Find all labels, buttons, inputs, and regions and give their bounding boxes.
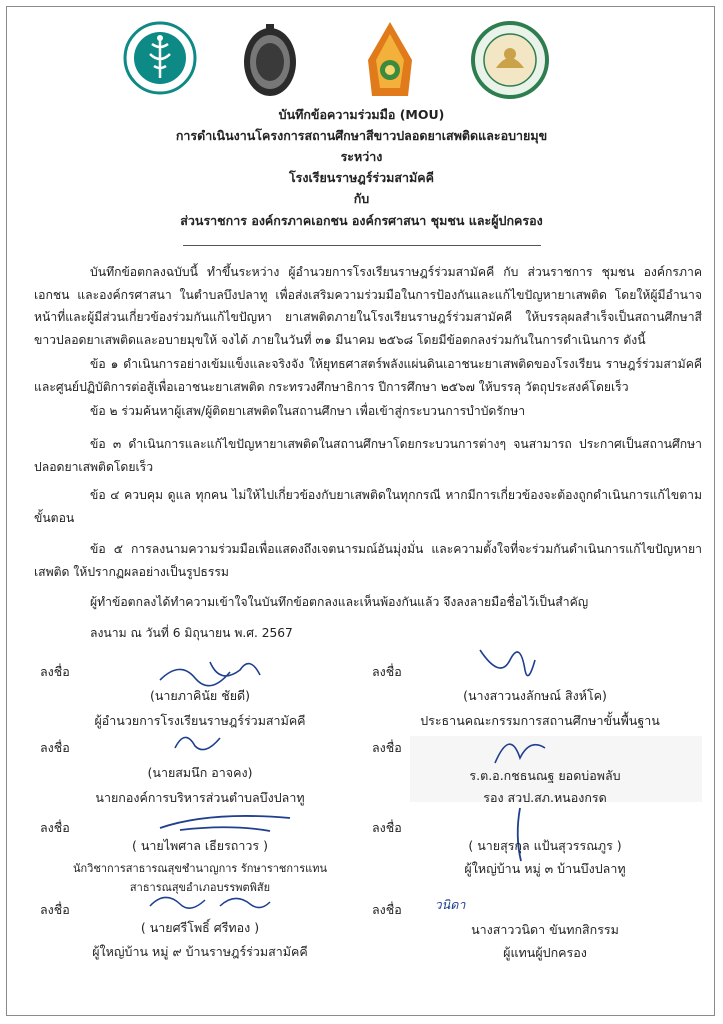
sign-label: ลงชื่อ: [40, 820, 70, 835]
logo-row: [0, 20, 723, 100]
sign-label: ลงชื่อ: [372, 664, 402, 679]
header-divider: [183, 245, 541, 246]
signer-8-name: นางสาววนิดา ขันทกสิกรรม: [471, 922, 619, 937]
sign-label: ลงชื่อ: [40, 664, 70, 679]
signing-date: ลงนาม ณ วันที่ 6 มิถุนายน พ.ศ. 2567: [90, 626, 293, 640]
signer-1-name: (นายภาคินัย ชัยดี): [149, 688, 251, 703]
signature-1: [140, 650, 290, 690]
moph-logo: [122, 20, 194, 100]
doc-with: กับ: [353, 191, 370, 206]
signer-5-name: ( นายไพศาล เธียรถาวร ): [132, 838, 268, 853]
signature-4: [490, 728, 550, 768]
clause-4: ข้อ ๔ ควบคุม ดูแล ทุกคน ไม่ให้ไปเกี่ยวข้องกับยาเสพติดในทุกกรณี หากมีการเกี่ยวข้องจะต้องถูกดำเนินการแก้ไขตามขั้นตอน: [34, 488, 702, 525]
signer-5-office: สาธารณสุขอำเภอบรรพตพิสัย: [129, 881, 271, 894]
sign-label: ลงชื่อ: [372, 902, 402, 917]
closing-statement: ผู้ทำข้อตกลงได้ทำความเข้าใจในบันทึกข้อตกลงและเห็นพ้องกันแล้ว จึงลงลายมือชื่อไว้เป็นสำคัญ: [90, 595, 589, 609]
clause-2: ข้อ ๒ ร่วมค้นหาผู้เสพ/ผู้ติดยาเสพติดในสถานศึกษา เพื่อเข้าสู่กระบวนการบำบัดรักษา: [90, 404, 526, 418]
signature-8-handwritten: วนิดา: [434, 897, 466, 912]
sign-label: ลงชื่อ: [40, 740, 70, 755]
sign-label: ลงชื่อ: [40, 902, 70, 917]
signer-8-title: ผู้แทนผู้ปกครอง: [503, 945, 587, 960]
signer-7-title: ผู้ใหญ่บ้าน หมู่ ๙ บ้านราษฎร์ร่วมสามัคคี: [92, 944, 308, 959]
signer-2-title: ประธานคณะกรรมการสถานศึกษาขั้นพื้นฐาน: [420, 713, 660, 728]
clause-3: ข้อ ๓ ดำเนินการและแก้ไขปัญหายาเสพติดในสถานศึกษาโดยกระบวนการต่างๆ จนสามารถ ประกาศเป็นสถานศึกษาปลอดยาเสพติดโดยเร็ว: [34, 437, 702, 474]
signer-4-title: รอง สวป.สภ.หนองกรด: [483, 790, 607, 805]
signer-6-title: ผู้ใหญ่บ้าน หมู่ ๓ บ้านบึงปลาทู: [464, 861, 626, 876]
signer-2-name: (นางสาวนงลักษณ์ สิงห์โค): [463, 688, 607, 703]
signer-5-title: นักวิชาการสาธารณสุขชำนาญการ รักษาราชการแทน: [73, 862, 327, 875]
signature-7: [145, 888, 275, 918]
signer-7-name: ( นายศรีโพธิ์ ศรีทอง ): [140, 920, 260, 935]
signer-6-name: ( นายสุรกุล แป้นสุวรรณภูร ): [468, 838, 622, 853]
signature-3: [170, 728, 230, 758]
signer-3-title: นายกองค์การบริหารส่วนตำบลบึงปลาทู: [95, 790, 305, 805]
doc-between: ระหว่าง: [340, 149, 383, 164]
sign-label: ลงชื่อ: [372, 820, 402, 835]
party-school: โรงเรียนราษฎร์ร่วมสามัคคี: [288, 170, 435, 185]
doc-title: บันทึกข้อความร่วมมือ (MOU): [278, 107, 445, 122]
clause-1: ข้อ ๑ ดำเนินการอย่างเข้มแข็งและจริงจัง ให้ยุทธศาสตร์พลังแผ่นดินเอาชนะยาเสพติดของโรงเรียน ราษฎร์ร่วมสามัคคี และศูนย์ปฏิบัติการต่อสู้เพื่อเอาชนะยาเสพติด กระทรวงศึกษาธิการ ปีการศึกษา ๒๕๖๗ ให้บรรลุ วัตถุประสงค์โดยเร็ว: [34, 357, 702, 394]
signer-1-title: ผู้อำนวยการโรงเรียนราษฎร์ร่วมสามัคคี: [94, 713, 306, 728]
clause-5: ข้อ ๕ การลงนามความร่วมมือเพื่อแสดงถึงเจตนารมณ์อันมุ่งมั่น และความตั้งใจที่จะร่วมกันดำเนินการแก้ไขปัญหายาเสพติด ให้ปรากฏผลอย่างเป็นรูปธรรม: [34, 542, 702, 579]
district-seal-logo: [470, 20, 542, 100]
signature-5: [150, 806, 300, 836]
sign-label: ลงชื่อ: [372, 740, 402, 755]
police-logo: [240, 20, 312, 100]
signer-3-name: (นายสมนึก อาจคง): [147, 765, 253, 780]
obec-logo: [362, 20, 434, 100]
signature-2: [470, 640, 550, 690]
intro-paragraph: บันทึกข้อตกลงฉบับนี้ ทำขึ้นระหว่าง ผู้อำนวยการโรงเรียนราษฎร์ร่วมสามัคคี กับ ส่วนราชการ ชุมชน องค์กรภาคเอกชน และองค์กรศาสนา ในตำบลบึงปลาทู เพื่อส่งเสริมความร่วมมือในการป้องกันและแก้ไขปัญหายาเสพติด โดยให้ผู้มีอำนาจหน้าที่และผู้มีส่วนเกี่ยวข้องร่วมกันแก้ไขปัญหา ยาเสพติดภายในโรงเรียนราษฎร์ร่วมสามัคคี ให้บรรลุผลสำเร็จเป็นสถานศึกษาสีขาวปลอดยาเสพติดและอบายมุขให้ จงได้ ภายในวันที่ ๓๑ มีนาคม ๒๕๖๘ โดยมีข้อตกลงร่วมกันในการดำเนินการ ดังนี้: [34, 265, 702, 347]
party-others: ส่วนราชการ องค์กรภาคเอกชน องค์กรศาสนา ชุมชน และผู้ปกครอง: [180, 213, 543, 228]
doc-subtitle: การดำเนินงานโครงการสถานศึกษาสีขาวปลอดยาเสพติดและอบายมุข: [175, 128, 548, 143]
signer-4-name: ร.ต.อ.กชธนณฐ ยอดบ่อพลับ: [469, 768, 621, 783]
